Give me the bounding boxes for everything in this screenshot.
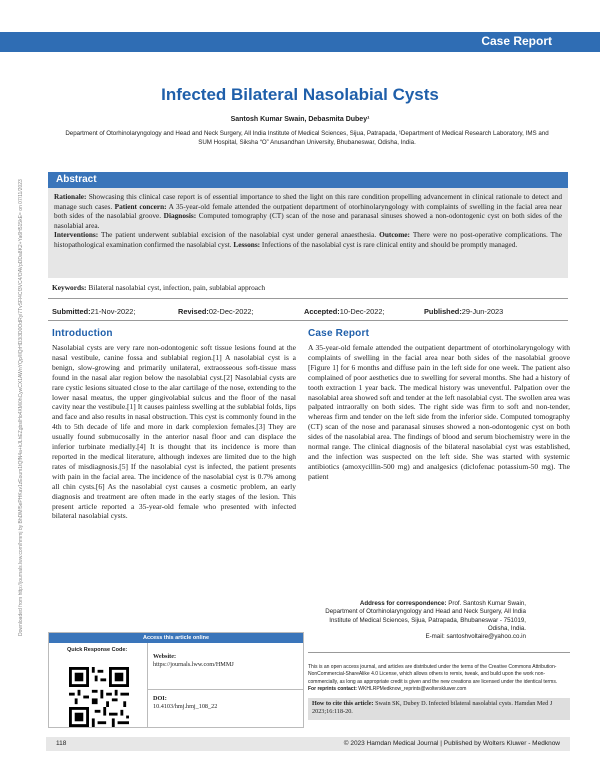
- diagnosis-label: Diagnosis:: [161, 211, 197, 221]
- case-report-heading: Case Report: [308, 328, 370, 339]
- website-link[interactable]: https://journals.lww.com/HMMJ: [153, 661, 234, 668]
- abstract-heading: Abstract: [48, 172, 568, 188]
- divider: [308, 652, 570, 653]
- rationale-text: Showcasing this clinical case report is of essential importance to shed the light on this rare condition propelling advancement in clinical rationale to detect and manage such cases.: [54, 192, 562, 211]
- case-report-body: [308, 343, 570, 595]
- correspondence-line2: Institute of Medical Sciences, Sijua, Patrapada, Bhubaneswar - 751019,: [329, 616, 526, 624]
- revised-date: 02-Dec-2022;: [208, 307, 254, 316]
- interventions-label: Interventions:: [54, 230, 99, 240]
- article-authors: Santosh Kumar Swain, Debasmita Dubey¹: [230, 116, 370, 123]
- lessons-text: Infections of the nasolabial cyst is rare clinical entity and should be promptly managed.: [260, 239, 518, 249]
- section-banner: [0, 32, 600, 52]
- website-label: Website:: [153, 653, 177, 660]
- doi-block: [153, 695, 217, 711]
- concern-label: Patient concern:: [112, 201, 167, 211]
- keywords-label: Keywords:: [52, 283, 87, 292]
- qr-code-icon[interactable]: [69, 667, 129, 727]
- divider: [147, 689, 303, 690]
- article-title: Infected Bilateral Nasolabial Cysts: [161, 85, 439, 104]
- divider: [48, 298, 568, 299]
- submitted-label: Submitted:: [52, 307, 91, 316]
- diagnosis-text: Computed tomography (CT) scan of the nose and paranasal sinuses showed a non-odontogenic cyst on both sides of the nasolabial area.: [54, 211, 562, 230]
- submitted-date: 21-Nov-2022;: [90, 307, 136, 316]
- keywords-text: Bilateral nasolabial cyst, infection, pain, sublabial approach: [86, 283, 266, 292]
- website-block: [153, 653, 234, 669]
- reprints-email[interactable]: WKHLRPMedknow_reprints@wolterskluwer.com: [356, 685, 467, 692]
- lessons-label: Lessons:: [231, 239, 261, 249]
- download-watermark: [14, 140, 28, 640]
- page-footer: [46, 737, 570, 751]
- access-box: [48, 632, 304, 728]
- citation-box: [308, 698, 570, 720]
- keywords: [52, 283, 572, 292]
- citation-text: Swain SK, Dubey D. Infected bilateral nasolabial cysts. Hamdan Med J 2023;16:118-20.: [312, 700, 553, 716]
- section-label: Case Report: [481, 34, 552, 48]
- correspondence-line1: Department of Otorhinolaryngology and Head and Neck Surgery, All India: [325, 608, 526, 616]
- introduction-text: Nasolabial cysts are very rare non-odontogenic soft tissue lesions found at the nasal vestibule, canine fossa and sublabial region.[1] A nasolabial cyst is a benign, slow-growing and primarily unilateral, extraosseous soft-tissue mass found in the nasal alar region below the nasolabial cyst.[2] Nasolabial cysts are rare cystic lesions situated close to the alar cartilage of the nose, extending to the lower nasal meatus, the upper gingivolabial sulcus and the floor of the nasal cavity near the vestibule.[1] It causes painless swelling at the sublabial folds, lips and face and also results in nasal obstruction. This cyst is commonly found in the 4th to 5th decade of life and more in dark complexion females.[3] They are usually found submucosally in the anterior nasal floor and can displace the inferior turbinate medially.[4] It is thought that its incidence is more than reported in the medical literature, although indexes are limited due to the high rates of misdiagnosis.[5] If the nasolabial cyst is infected, the patient presents with pain in the facial area. The incidence of the nasolabial cyst is 0.7% among all chin cysts.[6] As the nasolabial cyst causes a cosmetic problem, an early diagnosis and treatment are often made in the early stages of the lesion. This present article reported a 35-year-old female who presented with infected bilateral nasolabial cysts.: [52, 343, 296, 521]
- revised-label: Revised:: [178, 307, 209, 316]
- case-report-text: A 35-year-old female attended the outpatient department of otorhinolaryngology with complaints of swelling in the facial area near both sides of the nasolabial groove [Figure 1] for 6 months and diffuse pain in the left side for one week. The patient also complained of poor aesthetics due to swelling for several months. She had a history of tooth extraction 1 year back. The medical history was uneventful. Palpation over the nasolabial area showed soft and tender at the left nasolabial cyst. The swollen area was palpated intraorally on both sides. The right side was firm to soft and non-tender, whereas firm and tender on the left side from the inferior side. Computed tomography (CT) scan of the nose and paranasal sinuses showed a non-odontogenic cyst on both sides of the nasolabial area. The findings of blood and serum biochemistry were in the normal range. The clinical diagnosis of the bilateral nasolabial cyst was established, and the infection was suspected on the left side. She was started with systemic antibiotics (amoxycillin-500 mg) and analgesics (diclofenac potassium-50 mg). The patient: [308, 343, 570, 481]
- qr-panel: [49, 643, 148, 727]
- footer-text: © 2023 Hamdan Medical Journal | Published by Wolters Kluwer - Medknow: [343, 740, 560, 747]
- license-body: This is an open access journal, and articles are distributed under the terms of the Creative Commons Attribution-NonCommercial-ShareAlike 4.0 License, which allows others to remix, tweak, and build upon the work non-commercially, as long as appropriate credit is given and the new creations are licensed under the identical terms.: [308, 664, 558, 685]
- abstract-body: [48, 188, 568, 278]
- correspondence-name: Prof. Santosh Kumar Swain,: [446, 600, 526, 607]
- reprints-label: For reprints contact:: [308, 685, 357, 692]
- published-label: Published:: [424, 307, 462, 316]
- license-text: [308, 664, 570, 693]
- interventions-text: The patient underwent sublabial excision of the nasolabial cyst under general anaesthesia.: [98, 230, 377, 240]
- accepted-date: 10-Dec-2022;: [339, 307, 385, 316]
- download-watermark-text: Downloaded from http://journals.lww.com/hmmj by BhDMf5ePHKav1zEoum1tQfN4a+kJLhEZgbsIHo4XMi0hCywCX1AWnYQp/IlQrHD3i3D0OdRyi7TvSFl4Cf3VC4/OAVpDDa8K2+Ya6H515kE= on 07/11/2023: [18, 179, 24, 636]
- page-number: 118: [56, 740, 67, 747]
- introduction-body: [52, 343, 296, 628]
- correspondence-label: Address for correspondence:: [359, 600, 447, 607]
- qr-label: Quick Response Code:: [67, 647, 128, 653]
- outcome-text: There were no post-operative complications. The histopathological examination confirmed the nasolabial cyst.: [54, 230, 563, 249]
- article-affiliation: Department of Otorhinolaryngology and Head and Neck Surgery, All India Institute of Medical Sciences, Sijua, Patrapada, ¹Department of Medical Research Laboratory, IMS and SUM Hospital, Siksha “O” Anusandhan University, Bhubaneswar, Odisha, India.: [65, 130, 549, 146]
- correspondence-box: [300, 600, 526, 641]
- correspondence-email[interactable]: E-mail: santoshvoltaire@yahoo.co.in: [425, 633, 526, 641]
- divider: [48, 320, 568, 321]
- citation-label: How to cite this article:: [312, 700, 374, 707]
- doi-link[interactable]: 10.4103/hmj.hmj_108_22: [153, 703, 218, 710]
- concern-text: A 35-year-old female attended the outpatient department of otorhinolaryngology with complaints of swelling in the facial area near both sides of the nasolabial groove.: [54, 201, 562, 221]
- correspondence-line3: Odisha, India.: [487, 624, 526, 632]
- rationale-label: Rationale:: [54, 192, 87, 201]
- access-header: Access this article online: [49, 633, 303, 643]
- outcome-label: Outcome:: [376, 230, 410, 240]
- published-date: 29-Jun-2023: [461, 307, 504, 316]
- doi-label: DOI:: [153, 695, 167, 702]
- introduction-heading: Introduction: [52, 328, 113, 339]
- accepted-label: Accepted:: [304, 307, 340, 316]
